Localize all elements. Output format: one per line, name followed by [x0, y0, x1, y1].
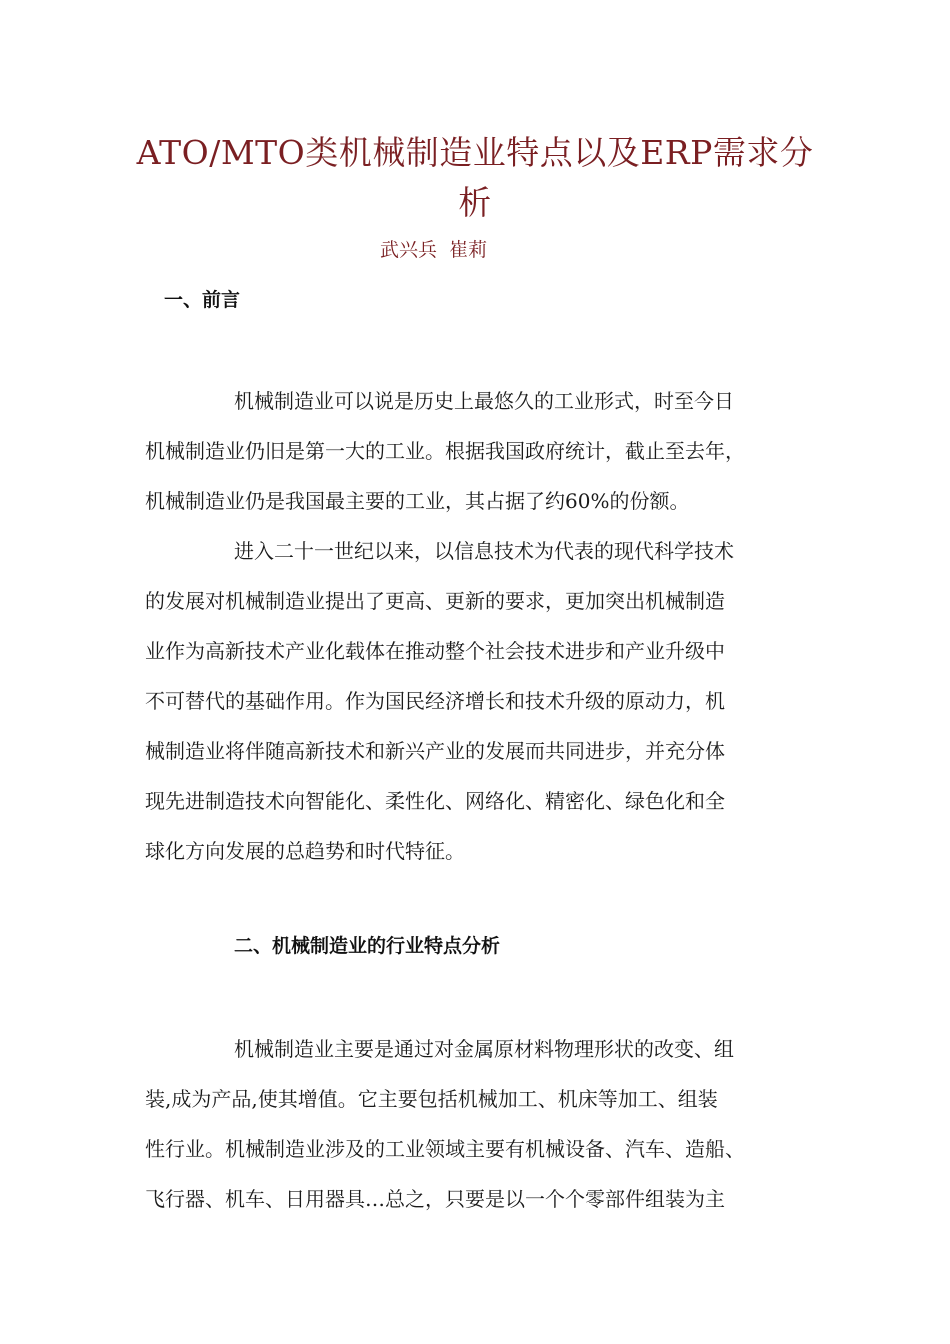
paragraph-line: 进入二十一世纪以来，以信息技术为代表的现代科学技术 — [234, 539, 734, 563]
paragraph-line: 械制造业将伴随高新技术和新兴产业的发展而共同进步，并充分体 — [145, 739, 725, 763]
paragraph-line: 性行业。机械制造业涉及的工业领域主要有机械设备、汽车、造船、 — [145, 1137, 745, 1161]
paragraph-line: 业作为高新技术产业化载体在推动整个社会技术进步和产业升级中 — [145, 639, 725, 663]
paragraph-line: 机械制造业可以说是历史上最悠久的工业形式，时至今日 — [234, 389, 734, 413]
paragraph-line: 机械制造业仍旧是第一大的工业。根据我国政府统计，截止至去年， — [145, 439, 745, 463]
paragraph-line: 飞行器、机车、日用器具…总之，只要是以一个个零部件组装为主 — [145, 1187, 725, 1211]
paragraph-line: 机械制造业主要是通过对金属原材料物理形状的改变、组 — [234, 1037, 734, 1061]
paragraph-line: 现先进制造技术向智能化、柔性化、网络化、精密化、绿色化和全 — [145, 789, 725, 813]
section-heading-industry-analysis: 二、机械制造业的行业特点分析 — [234, 935, 501, 957]
title-line: 析 — [458, 183, 492, 222]
title-line: ATO/MTO类机械制造业特点以及ERP需求分 — [136, 133, 814, 172]
paragraph-line: 的发展对机械制造业提出了更高、更新的要求，更加突出机械制造 — [145, 589, 725, 613]
author-names: 武兴兵 崔莉 — [380, 239, 488, 261]
paragraph-line: 不可替代的基础作用。作为国民经济增长和技术升级的原动力，机 — [145, 689, 725, 713]
paragraph-line: 装,成为产品,使其增值。它主要包括机械加工、机床等加工、组装 — [145, 1087, 718, 1111]
paragraph-line: 球化方向发展的总趋势和时代特征。 — [145, 839, 465, 863]
section-heading-preface: 一、前言 — [164, 289, 241, 311]
document-title — [130, 128, 820, 228]
paragraph-line: 机械制造业仍是我国最主要的工业，其占据了约60%的份额。 — [145, 489, 690, 513]
